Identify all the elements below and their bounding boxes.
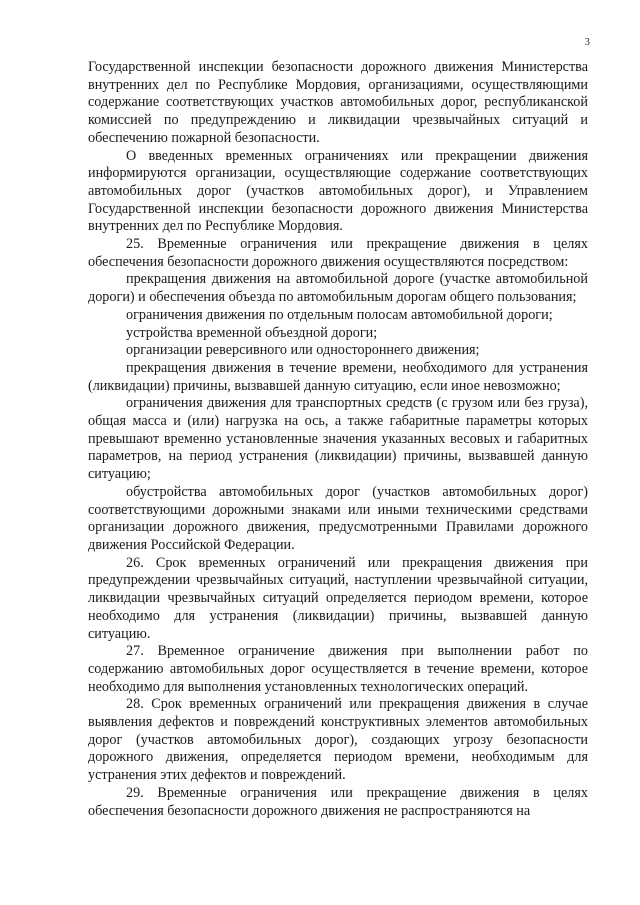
- page-number: 3: [584, 36, 590, 48]
- section-26-paragraph: 26. Срок временных ограничений или прекращения движения при предупреждении чрезвычайных ситуаций, наступлении чрезвычайной ситуации, ликвидации чрезвычайных ситуаций определяется периодом времени, которое необходимо для устранения (ликвидации) причины, вызвавшей данную ситуацию.: [88, 554, 588, 642]
- document-body: [88, 59, 588, 820]
- section-29-paragraph: 29. Временные ограничения или прекращение движения в целях обеспечения безопасности дорожного движения не распространяются на: [88, 784, 588, 819]
- paragraph: О введенных временных ограничениях или прекращении движения информируются организации, осуществляющие содержание соответствующих автомобильных дорог (участков автомобильных дорог), и Управлением Государственной инспекции безопасности дорожного движения Министерства внутренних дел по Республике Мордовия.: [88, 147, 588, 235]
- list-item: обустройства автомобильных дорог (участков автомобильных дорог) соответствующими дорожными знаками или иными техническими средствами организации дорожного движения, предусмотренными Правилами дорожного движения Российской Федерации.: [88, 483, 588, 553]
- section-25-paragraph: 25. Временные ограничения или прекращение движения в целях обеспечения безопасности дорожного движения осуществляются посредством:: [88, 236, 588, 270]
- list-item: организации реверсивного или одностороннего движения;: [126, 342, 480, 359]
- list-item: устройства временной объездной дороги;: [126, 324, 378, 341]
- paragraph: Государственной инспекции безопасности дорожного движения Министерства внутренних дел по Республике Мордовия, организациями, осуществляющими содержание соответствующих участков автомобильных дорог, республиканской комиссией по предупреждению и ликвидации чрезвычайных ситуаций и обеспечению пожарной безопасности.: [88, 59, 588, 146]
- list-item: прекращения движения в течение времени, необходимого для устранения (ликвидации) причины, вызвавшей данную ситуацию, если иное невозможно;: [88, 359, 588, 394]
- list-item: прекращения движения на автомобильной дороге (участке автомобильной дороги) и обеспечения объезда по автомобильным дорогам общего пользования;: [88, 271, 588, 306]
- section-28-paragraph: 28. Срок временных ограничений или прекращения движения в случае выявления дефектов и повреждений конструктивных элементов автомобильных дорог (участков автомобильных дорог), создающих угрозу безопасности дорожного движения, определяется периодом времени, необходимым для устранения этих дефектов и повреждений.: [88, 696, 588, 784]
- list-item: ограничения движения для транспортных средств (с грузом или без груза), общая масса и (или) нагрузка на ось, а также габаритные параметры которых превышают временно установленные значения указанных весовых и габаритных параметров, на период устранения (ликвидации) причины, вызвавшей данную ситуацию;: [88, 395, 588, 483]
- list-item: ограничения движения по отдельным полосам автомобильной дороги;: [126, 306, 553, 323]
- section-27-paragraph: 27. Временное ограничение движения при выполнении работ по содержанию автомобильных дорог осуществляется в течение времени, которое необходимо для выполнения установленных технологических операций.: [88, 643, 588, 695]
